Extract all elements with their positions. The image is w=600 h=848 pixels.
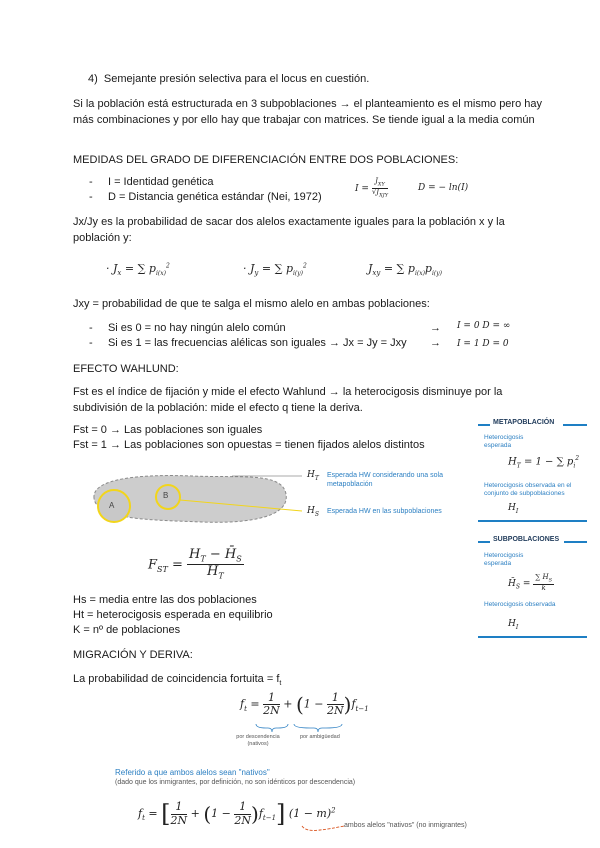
paragraph-subpoblaciones: Si la población está estructurada en 3 subpoblaciones → el planteamiento es el mismo pero hay más combinaciones y por ello hay que trabajar con matrices. Se tiende igual a la media común (73, 98, 542, 126)
bullet-distancia-text: D = Distancia genética estándar (Nei, 1972) (107, 191, 322, 203)
label-a: A (109, 501, 115, 510)
label-b: B (163, 491, 169, 500)
sub-formula-frac: $\frac{\sum H_S}{k}$ (535, 573, 553, 592)
meta-formula-hi: $H_I$ (508, 503, 519, 515)
ft-note-ambiguedad: por ambigüedad (300, 734, 340, 740)
paragraph-jxy: Jxy = probabilidad de que te salga el mismo alelo en ambas poblaciones: (73, 298, 430, 310)
bullet-jxy-0: - Si es 0 = no hay ningún alelo común (89, 322, 286, 334)
formula-identidad-frac (372, 178, 388, 199)
fst-one: Fst = 1 → Las poblaciones son opuestas = tienen fijados alelos distintos (73, 439, 425, 451)
sub-label-observada: Heterocigosis observada (484, 601, 556, 608)
sub-box-bar-bottom (478, 636, 587, 638)
bullet-identidad-text: I = Identidad genética (107, 176, 214, 188)
ht-description: Esperada HW considerando una sola metapoblación (327, 472, 443, 488)
formula-identidad-den: $√J_{XJY}$ (371, 187, 388, 199)
result-zero: I = 0 D = ∞ (457, 321, 511, 331)
heading-migracion: MIGRACIÓN Y DERIVA: (73, 649, 193, 661)
migr-note-sub: (dado que los inmigrantes, por definición, no son idénticos por descendencia) (115, 779, 356, 786)
migr-underbrace (300, 824, 350, 834)
hs-label: $H_S$ (307, 506, 319, 518)
sub-formula-hs: $H̄_S$ = $\frac{\sum H_S}{k}$ (508, 573, 553, 592)
formula-jxy: $J_{xy}$ = ∑ $p_{i(x)}p_{i(y)}$ (368, 262, 442, 278)
result-one: I = 1 D = 0 (457, 339, 509, 349)
migr-frac-1: $\frac{1}{2N}$ (170, 800, 188, 827)
sub-label-esperada: Heterocigosis esperada (484, 552, 524, 567)
meta-box-bar-right (563, 424, 587, 426)
ft-frac-2: $\frac{1}{2N}$ (327, 691, 344, 718)
meta-box-title: METAPOBLACIÓN (493, 419, 555, 426)
fst-formula: $F_{ST}$ = $\frac{H_T - H̄_S}{H_T}$ (148, 547, 242, 581)
fst-zero: Fst = 0 → Las poblaciones son iguales (73, 424, 263, 436)
migr-note-title: Referido a que ambos alelos sean "nativos" (115, 768, 270, 777)
paragraph-coincidencia: La probabilidad de coincidencia fortuita = $f_t$ (73, 673, 282, 688)
ft-note-descendencia: por descendencia (nativos) (236, 734, 280, 747)
formula-identidad-num: $J_{XY}$ (372, 178, 388, 189)
arrow-icon: → (430, 337, 441, 349)
heading-wahlund: EFECTO WAHLUND: (73, 363, 179, 375)
meta-formula-ht: $H_T = 1$ − ∑ $p_i^2$ (508, 455, 580, 470)
bullet-distancia: - D = Distancia genética estándar (Nei, 1972) (89, 191, 322, 203)
meta-label-esperada: Heterocigosis esperada (484, 434, 524, 449)
meta-box-bar-bottom (478, 520, 587, 522)
sub-box-title: SUBPOBLACIONES (493, 536, 560, 543)
definition-k: K = nº de poblaciones (73, 624, 181, 636)
sub-box-bar-right (564, 541, 587, 543)
bullet-identidad: - I = Identidad genética (89, 176, 214, 188)
item-4: 4) Semejante presión selectiva para el locus en cuestión. (88, 73, 370, 85)
paragraph-fst: Fst es el índice de fijación y mide el efecto Wahlund → la heterocigosis disminuye por la subdivisión de la población: mide el efecto q tiene la deriva. (73, 386, 503, 414)
formula-distancia: D = − ln(I) (418, 183, 469, 193)
migr-formula: $f_t$ = [ $\frac{1}{2N}$ + (1 − $\frac{1}{2N}$ )$f_{t-1}$] $(1 - m)^2$ (138, 800, 336, 828)
migr-frac-2: $\frac{1}{2N}$ (234, 800, 251, 827)
paragraph-jxjy: Jx/Jy es la probabilidad de sacar dos alelos exactamente iguales para la población x y la población y: (73, 216, 505, 244)
meta-box-bar-left (478, 424, 490, 426)
sub-box-bar-left (478, 541, 490, 543)
arrow-icon: → (430, 322, 441, 334)
hs-description: Esperada HW en las subpoblaciones (327, 508, 442, 515)
formula-jy: · $J_y$ = ∑ $p_{i(y)}^2$ (243, 262, 307, 278)
formula-jx: · $J_x$ = ∑ $p_{i(x)}^2$ (106, 262, 170, 278)
meta-label-observada: Heterocigosis observada en el conjunto de subpoblaciones (484, 482, 572, 497)
migr-note-right: ambos alelos "nativos" (no inmigrantes) (344, 822, 467, 829)
heading-medidas: MEDIDAS DEL GRADO DE DIFERENCIACIÓN ENTRE DOS POBLACIONES: (73, 154, 459, 166)
ht-label: $H_T$ (307, 470, 319, 482)
sub-formula-hi: $H_I$ (508, 619, 519, 631)
ft-frac-1: $\frac{1}{2N}$ (263, 691, 280, 718)
formula-identidad (355, 178, 388, 199)
ft-underbraces (254, 722, 354, 734)
fst-formula-frac: $\frac{H_T - H̄_S}{H_T}$ (189, 547, 242, 581)
definition-ht: Ht = heterocigosis esperada en equilibrio (73, 609, 273, 621)
bullet-jxy-0-text: Si es 0 = no hay ningún alelo común (107, 322, 286, 334)
ft-formula: $f_t$ = $\frac{1}{2N}$ + (1 − $\frac{1}{2N}$ )$f_{t-1}$ (240, 691, 369, 718)
definition-hs: Hs = media entre las dos poblaciones (73, 594, 257, 606)
bullet-jxy-1: - Si es 1 = las frecuencias alélicas son iguales → Jx = Jy = Jxy (89, 337, 407, 349)
bullet-jxy-1-text: Si es 1 = las frecuencias alélicas son iguales → Jx = Jy = Jxy (107, 337, 407, 349)
formula-identidad-lhs: I = (355, 183, 369, 194)
